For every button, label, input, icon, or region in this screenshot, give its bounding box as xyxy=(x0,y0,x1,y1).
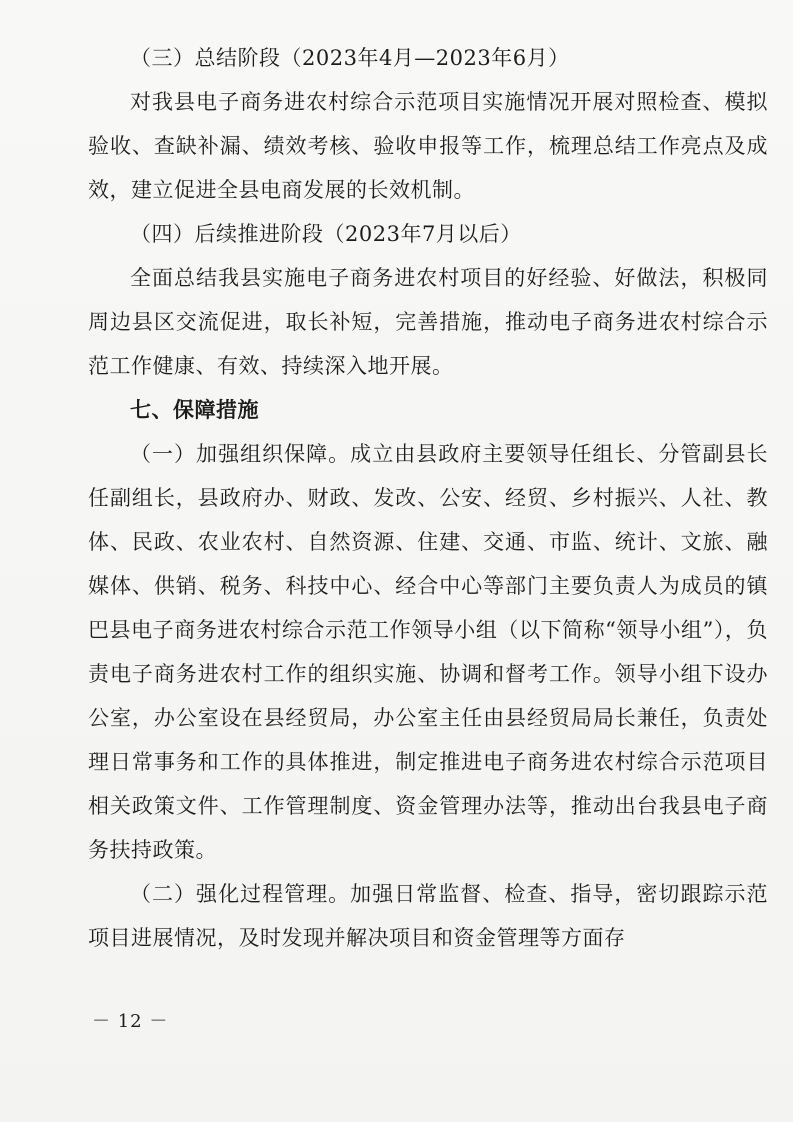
page-number: － 12 － xyxy=(92,1011,169,1032)
paragraph-process-management: （二）强化过程管理。加强日常监督、检查、指导，密切跟踪示范项目进展情况，及时发现并解决项目和资金管理等方面存 xyxy=(88,882,768,950)
paragraph-organization-guarantee: （一）加强组织保障。成立由县政府主要领导任组长、分管副县长任副组长，县政府办、财政、发改、公安、经贸、乡村振兴、人社、教体、民政、农业农村、自然资源、住建、交通、市监、统计、文旅、融媒体、供销、税务、科技中心、经合中心等部门主要负责人为成员的镇巴县电子商务进农村综合示范工作领导小组（以下简称“领导小组”），负责电子商务进农村工作的组织实施、协调和督考工作。领导小组下设办公室，办公室设在县经贸局，办公室主任由县经贸局局长兼任，负责处理日常事务和工作的具体推进，制定推进电子商务进农村综合示范项目相关政策文件、工作管理制度、资金管理办法等，推动出台我县电子商务扶持政策。 xyxy=(88,442,768,862)
section-heading-safeguards: 七、保障措施 xyxy=(130,398,259,422)
subheading-summary-stage: （三）总结阶段（2023年4月—2023年6月） xyxy=(130,46,570,70)
subheading-follow-up-stage: （四）后续推进阶段（2023年7月以后） xyxy=(130,222,522,246)
paragraph-follow-up-stage: 全面总结我县实施电子商务进农村项目的好经验、好做法，积极同周边县区交流促进，取长补短，完善措施，推动电子商务进农村综合示范工作健康、有效、持续深入地开展。 xyxy=(88,266,768,378)
document-body xyxy=(88,36,768,960)
paragraph-summary-stage: 对我县电子商务进农村综合示范项目实施情况开展对照检查、模拟验收、查缺补漏、绩效考核、验收申报等工作，梳理总结工作亮点及成效，建立促进全县电商发展的长效机制。 xyxy=(88,90,768,202)
